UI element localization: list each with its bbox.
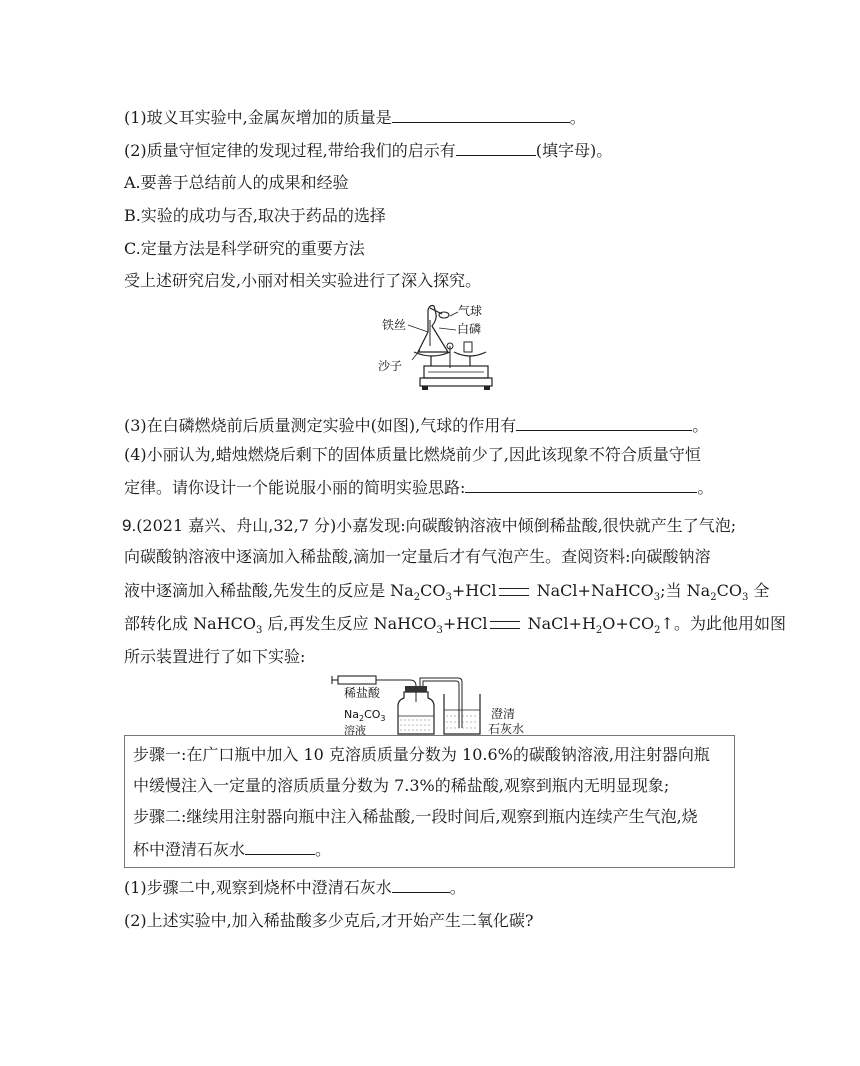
steps-box	[124, 735, 735, 868]
label-clear: 澄清	[491, 707, 516, 721]
label-limewater: 石灰水	[488, 722, 525, 736]
q9-line3: 液中逐滴加入稀盐酸,先发生的反应是 $Na_2CO_3+HCl$ NaCl+NaHCO$_3$;当 $Na_2CO_3$ 全	[124, 581, 770, 604]
q8-part4-line1: (4)小丽认为,蜡烛燃烧后剩下的固体质量比燃烧前少了,因此该现象不符合质量守恒	[124, 445, 701, 464]
reaction-equals-sign	[490, 621, 520, 629]
answer-blank[interactable]	[456, 140, 536, 156]
q8-part4-line2: 定律。请你设计一个能说服小丽的简明实验思路: 。	[124, 478, 714, 497]
q8-part3: (3)在白磷燃烧前后质量测定实验中(如图),气球的作用有 。	[124, 416, 709, 435]
question-number: 9.	[122, 516, 137, 535]
step1-line1: 步骤一:在广口瓶中加入 10 克溶质质量分数为 10.6%的碳酸钠溶液,用注射器向瓶	[133, 745, 710, 764]
apparatus-figure	[330, 672, 530, 737]
answer-blank[interactable]	[465, 477, 697, 493]
label-sand: 沙子	[378, 359, 403, 373]
answer-blank[interactable]	[245, 839, 315, 855]
q9-line4: 部转化成 NaHCO$_3$ 后,再发生反应 NaHCO$_3$+HCl $NaCl+H_2O+CO_2↑$。为此他用如图	[124, 614, 786, 637]
q8-part1-text: (1)玻义耳实验中,金属灰增加的质量是	[124, 108, 392, 127]
question-source: (2021 嘉兴、舟山,32,7 分)	[136, 516, 337, 535]
label-balloon: 气球	[458, 304, 483, 318]
q8-part1: (1)玻义耳实验中,金属灰增加的质量是 。	[124, 108, 586, 127]
label-solution: 溶液	[344, 724, 366, 737]
option-c: C.定量方法是科学研究的重要方法	[124, 239, 365, 258]
step2-line1: 步骤二:继续用注射器向瓶中注入稀盐酸,一段时间后,观察到瓶内连续产生气泡,烧	[133, 807, 698, 826]
q8-part2-text: (2)质量守恒定律的发现过程,带给我们的启示有	[124, 141, 456, 160]
answer-blank[interactable]	[516, 415, 692, 431]
label-sodium-carbonate: $Na_2CO_3$	[344, 708, 386, 723]
label-iron-wire: 铁丝	[382, 318, 407, 332]
reaction-equals-sign	[499, 588, 529, 596]
label-hydrochloric-acid: 稀盐酸	[344, 686, 381, 700]
q9-line1: 9.(2021 嘉兴、舟山,32,7 分)小嘉发现:向碳酸钠溶液中倾倒稀盐酸,很快就产生了气泡;	[122, 516, 737, 535]
step2-line2: 杯中澄清石灰水 。	[133, 840, 332, 859]
q8-intro: 受上述研究启发,小丽对相关实验进行了深入探究。	[124, 271, 482, 290]
option-a: A.要善于总结前人的成果和经验	[124, 173, 349, 192]
q9-line2: 向碳酸钠溶液中逐滴加入稀盐酸,滴加一定量后才有气泡产生。查阅资料:向碳酸钠溶	[124, 547, 711, 566]
answer-blank[interactable]	[392, 107, 570, 123]
answer-blank[interactable]	[392, 877, 450, 893]
q9-part1: (1)步骤二中,观察到烧杯中澄清石灰水 。	[124, 878, 466, 897]
q9-line5: 所示装置进行了如下实验:	[124, 647, 306, 666]
option-b: B.实验的成功与否,取决于药品的选择	[124, 206, 386, 225]
q9-part2: (2)上述实验中,加入稀盐酸多少克后,才开始产生二氧化碳?	[124, 911, 534, 930]
q8-part2: (2)质量守恒定律的发现过程,带给我们的启示有 (填字母)。	[124, 141, 613, 160]
balance-flask-figure	[370, 300, 505, 395]
step1-line2: 中缓慢注入一定量的溶质质量分数为 7.3%的稀盐酸,观察到瓶内无明显现象;	[133, 776, 670, 795]
label-white-phosphorus: 白磷	[457, 322, 482, 336]
